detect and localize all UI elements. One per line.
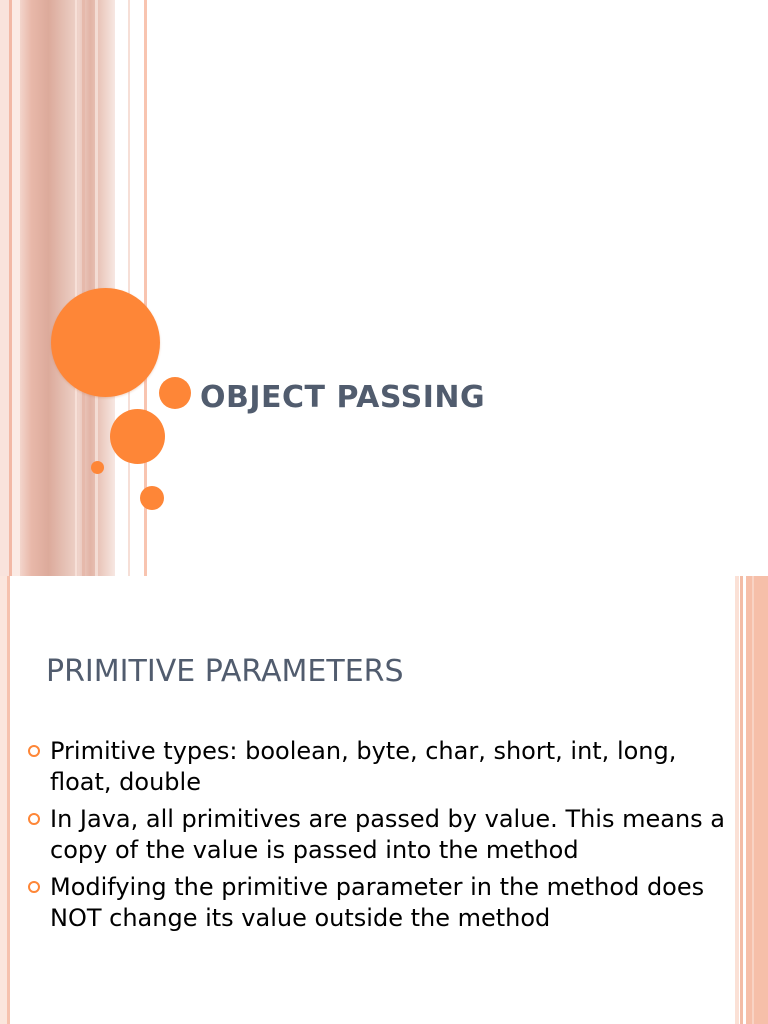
slide-heading: PRIMITIVE PARAMETERS bbox=[46, 654, 404, 689]
decorative-stripe bbox=[7, 576, 10, 1024]
decorative-stripe bbox=[752, 576, 754, 1024]
decorative-stripe bbox=[82, 0, 85, 576]
decorative-stripe bbox=[75, 0, 77, 576]
hollow-circle-bullet-icon bbox=[28, 881, 40, 893]
medium-orange-circle-decoration bbox=[110, 409, 165, 464]
bullet-text: Primitive types: boolean, byte, char, short, int, long, float, double bbox=[50, 737, 677, 796]
decorative-stripe bbox=[746, 576, 768, 1024]
hollow-circle-bullet-icon bbox=[28, 745, 40, 757]
bullet-item bbox=[26, 872, 726, 934]
tiny-orange-circle-decoration bbox=[91, 461, 104, 474]
decorative-stripe bbox=[0, 576, 7, 1024]
slide-title: OBJECT PASSING bbox=[200, 380, 486, 415]
decorative-stripe bbox=[740, 576, 743, 1024]
hollow-circle-bullet-icon bbox=[28, 813, 40, 825]
bullet-item bbox=[26, 804, 726, 866]
bullet-item bbox=[26, 736, 726, 798]
decorative-stripe bbox=[12, 0, 20, 576]
decorative-stripe bbox=[0, 0, 9, 576]
bullet-text: Modifying the primitive parameter in the method does NOT change its value outside the method bbox=[50, 873, 705, 932]
content-slide bbox=[0, 576, 768, 1024]
small-orange-circle-decoration bbox=[159, 377, 191, 409]
decorative-stripe bbox=[735, 576, 739, 1024]
large-orange-circle-decoration bbox=[51, 288, 160, 397]
decorative-stripe bbox=[128, 0, 130, 576]
bullet-list bbox=[26, 736, 726, 940]
bullet-text: In Java, all primitives are passed by value. This means a copy of the value is passed into the method bbox=[50, 805, 726, 864]
small-orange-circle-decoration bbox=[140, 486, 164, 510]
